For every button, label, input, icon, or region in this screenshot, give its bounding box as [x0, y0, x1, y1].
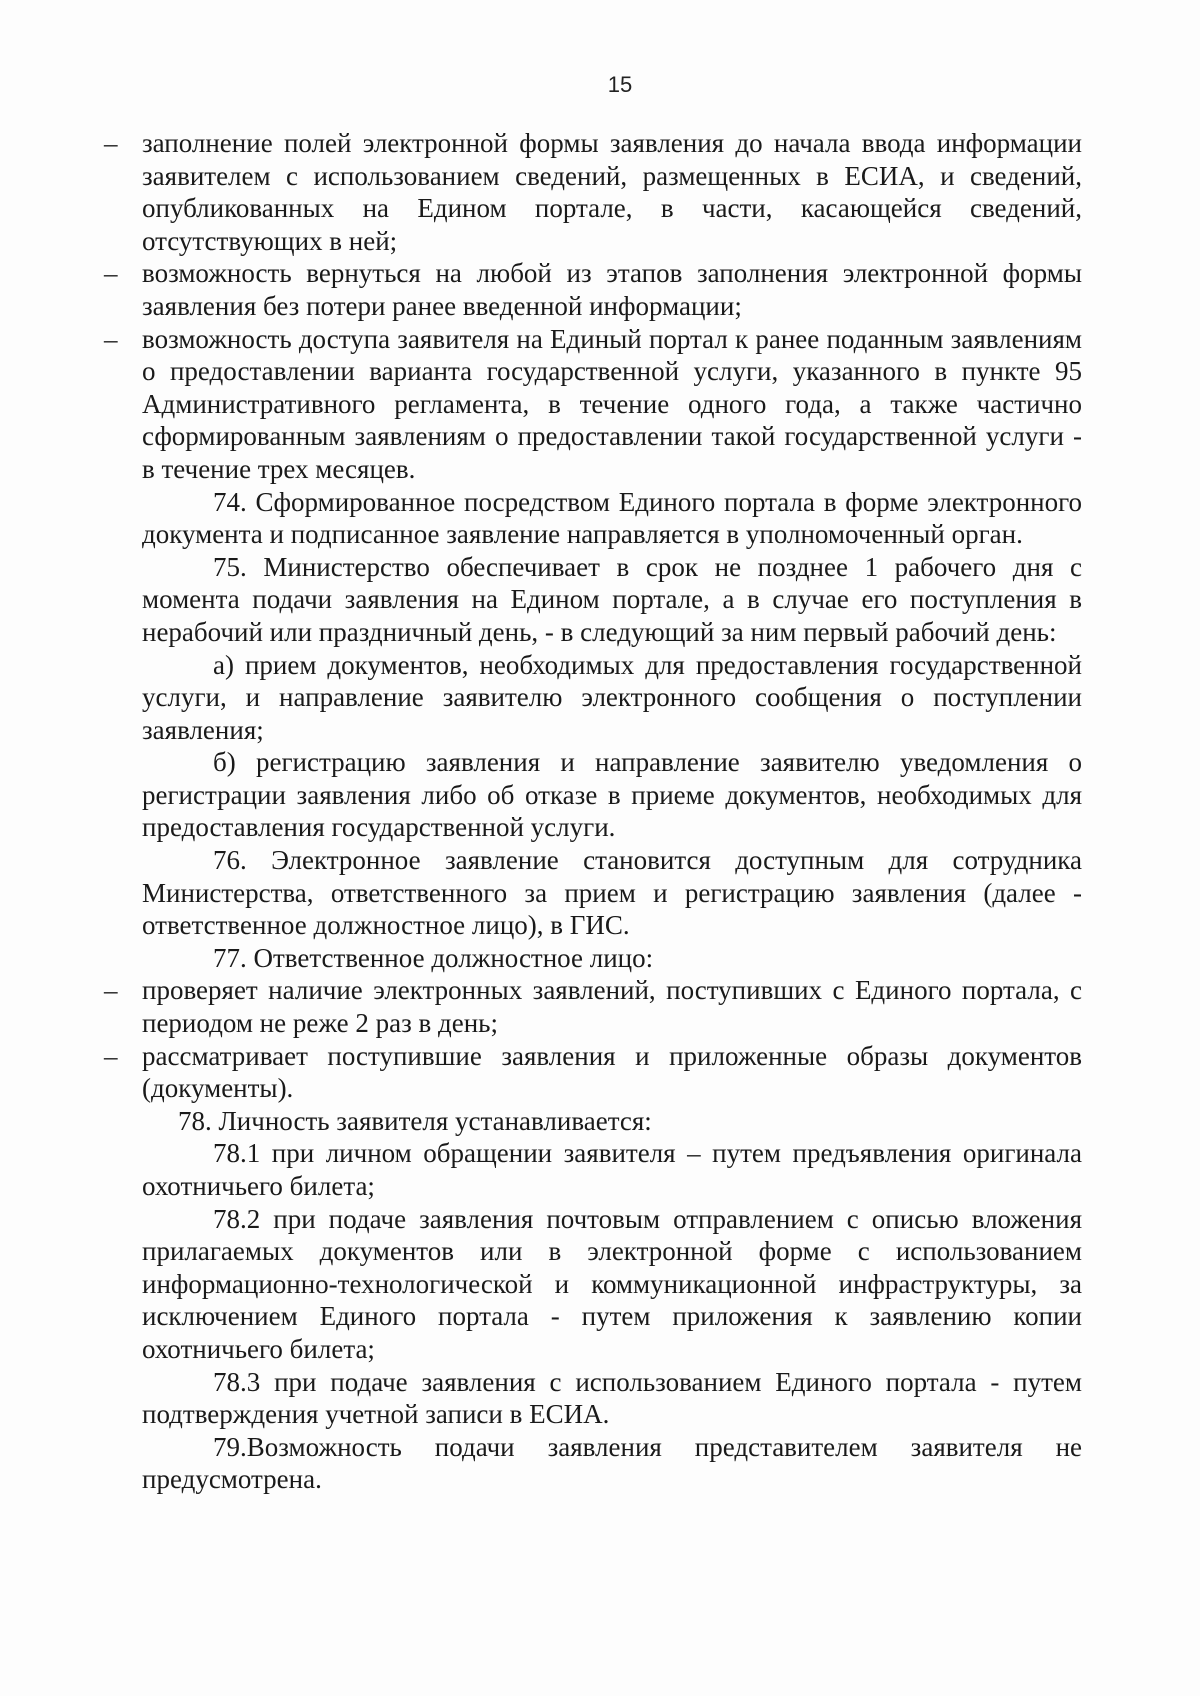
bullet-dash: –: [104, 1040, 118, 1071]
bullet-item: [104, 323, 1082, 486]
bullet-text: возможность вернуться на любой из этапов заполнения электронной формы заявления без потери ранее введенной информации;: [142, 258, 1082, 321]
paragraph-77: 77. Ответственное должностное лицо:: [213, 942, 654, 973]
bullet-dash: –: [104, 128, 118, 158]
bullet-dash: –: [104, 323, 118, 354]
paragraph-78-3: 78.3 при подаче заявления с использованием Единого портала - путем подтверждения учетной записи в ЕСИА.: [142, 1366, 1082, 1430]
bullet-text: возможность доступа заявителя на Единый портал к ранее поданным заявлениям о предоставлении варианта государственной услуги, указанного в пункте 95 Административного регламента, в течение одного года, а также частично сформированным заявлениям о предоставлении такой государственной услуги - в течение трех месяцев.: [142, 323, 1082, 484]
bullet-item: [104, 1040, 1082, 1105]
paragraph-78-2: 78.2 при подаче заявления почтовым отправлением с описью вложения прилагаемых документов или в электронной форме с использованием информационно-технологической и коммуникационной инфраструктуры, за исключением Единого портала - путем приложения к заявлению копии охотничьего билета;: [142, 1203, 1082, 1364]
paragraph-78-1: 78.1 при личном обращении заявителя – путем предъявления оригинала охотничьего билета;: [142, 1138, 1082, 1201]
page-number: 15: [607, 72, 633, 97]
paragraph-78: 78. Личность заявителя устанавливается:: [178, 1105, 652, 1136]
paragraph-74: 74. Сформированное посредством Единого портала в форме электронного документа и подписанное заявление направляется в уполномоченный орган.: [142, 486, 1082, 550]
bullet-text: заполнение полей электронной формы заявления до начала ввода информации заявителем с использованием сведений, размещенных в ЕСИА, и сведений, опубликованных на Едином портале, в части, касающейся сведений, отсутствующих в ней;: [142, 128, 1082, 256]
bullet-text: проверяет наличие электронных заявлений, поступивших с Единого портала, с периодом не реже 2 раз в день;: [142, 975, 1082, 1039]
paragraph-76: 76. Электронное заявление становится доступным для сотрудника Министерства, ответственного за прием и регистрацию заявления (далее - ответственное должностное лицо), в ГИС.: [142, 845, 1082, 941]
bullet-text: рассматривает поступившие заявления и приложенные образы документов (документы).: [142, 1040, 1082, 1104]
bullet-item: [104, 974, 1082, 1039]
bullet-dash: –: [104, 975, 118, 1006]
paragraph-75-b: б) регистрацию заявления и направление заявителю уведомления о регистрации заявления либо об отказе в приеме документов, необходимых для предоставления государственной услуги.: [142, 747, 1082, 843]
paragraph-75: 75. Министерство обеспечивает в срок не позднее 1 рабочего дня с момента подачи заявления на Едином портале, а в случае его поступления в нерабочий или праздничный день, - в следующий за ним первый рабочий день:: [142, 551, 1082, 647]
bullet-dash: –: [104, 258, 118, 289]
bullet-item: [104, 257, 1082, 322]
paragraph-75-a: а) прием документов, необходимых для предоставления государственной услуги, и направление заявителю электронного сообщения о поступлении заявления;: [142, 649, 1082, 745]
bullet-item: [104, 127, 1082, 257]
document-body: [104, 127, 1082, 1496]
paragraph-79: 79.Возможность подачи заявления представителем заявителя не предусмотрена.: [142, 1431, 1082, 1495]
